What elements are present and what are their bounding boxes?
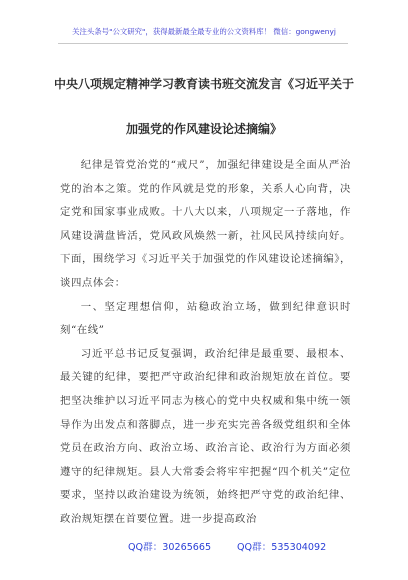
body-paragraph-main: 习近平总书记反复强调，政治纪律是最重要、最根本、最关键的纪律，要把严守政治纪律和政治规矩放在首位。要把坚决维护以习近平同志为核心的党中央权威和集中统一领导作为出发点和落脚点，进一步充实完善各级党组织和全体党员在政治方向、政治立场、政治言论、政治行为方面必须遵守的纪律规矩。县人大常委会将牢牢把握“四个机关”定位要求，坚持以政治建设为统领，始终把严守党的政治纪律、政治规矩摆在首要位置。进一步提高政治 <box>60 347 351 525</box>
footer-qq-group-2: QQ群：535304092 <box>237 542 327 553</box>
header-divider <box>58 43 348 44</box>
footer-qq-group-1: QQ群：30265665 <box>128 542 212 553</box>
body-paragraph-intro: 纪律是管党治党的“戒尺”，加强纪律建设是全面从严治党的治本之策。党的作风就是党的形象，关系人心向背，决定党和国家事业成败。十八大以来，八项规定一子落地，作风建设满盘皆活，党风政风焕然一新，社风民风持续向好。下面，围绕学习《习近平关于加强党的作风建设论述摘编》，谈四点体会： <box>60 159 351 289</box>
body-section-heading: 一、坚定理想信仰，站稳政治立场，做到纪律意识时刻“在线” <box>60 300 351 337</box>
document-title-line-2: 加强党的作风建设论述摘编》 <box>125 122 282 136</box>
document-body <box>60 154 351 532</box>
header-banner: 关注头条号"公文研究"，获得最新最全最专业的公文资料库！ 微信：gongwenyj <box>72 27 336 36</box>
document-title-line-1: 中央八项规定精神学习教育读书班交流发言《习近平关于 <box>53 77 354 91</box>
